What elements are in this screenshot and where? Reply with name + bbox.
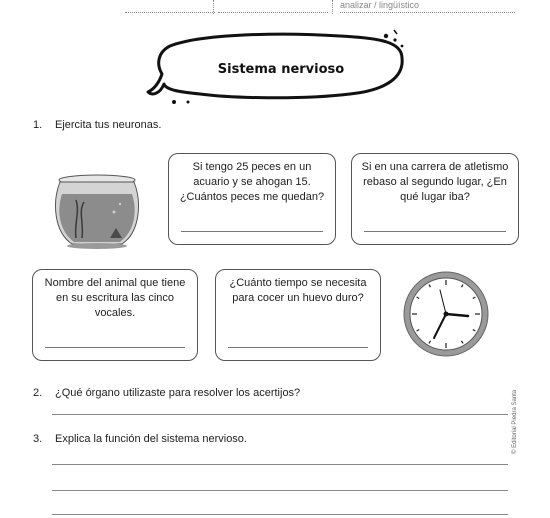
riddle-huevo-text: ¿Cuánto tiempo se necesita para cocer un huevo duro? xyxy=(229,277,367,304)
riddle-carrera-text: Si en una carrera de atletismo rebaso al segundo lugar, ¿En qué lugar iba? xyxy=(361,161,509,203)
question-2-answer-line[interactable] xyxy=(52,414,508,415)
question-2-text: ¿Qué órgano utilizaste para resolver los acertijos? xyxy=(55,387,301,399)
clock-icon xyxy=(402,270,490,358)
riddle-card-huevo xyxy=(215,269,381,361)
question-1 xyxy=(33,119,161,131)
riddle-carrera-answer-line[interactable] xyxy=(364,231,506,232)
question-1-number: 1. xyxy=(33,119,43,131)
header-dotted-line-left xyxy=(125,12,215,13)
question-3 xyxy=(33,433,247,445)
header-divider-2 xyxy=(332,0,333,14)
page-title: Sistema nervioso xyxy=(217,62,345,77)
riddle-card-carrera xyxy=(351,153,519,245)
question-3-text: Explica la función del sistema nervioso. xyxy=(55,433,247,445)
question-3-answer-line-3[interactable] xyxy=(52,514,508,515)
riddle-animal-answer-line[interactable] xyxy=(45,347,185,348)
header-dotted-line-mid xyxy=(218,12,328,13)
question-3-answer-line-1[interactable] xyxy=(52,464,508,465)
riddle-card-animal xyxy=(32,269,198,361)
question-2-number: 2. xyxy=(33,387,43,399)
riddle-huevo-answer-line[interactable] xyxy=(228,347,368,348)
header-dotted-line-right xyxy=(340,12,515,13)
question-3-number: 3. xyxy=(33,433,43,445)
fishbowl-icon xyxy=(50,172,145,252)
question-1-text: Ejercita tus neuronas. xyxy=(55,119,162,131)
header-hint: analizar / lingüístico xyxy=(340,0,420,10)
riddle-animal-text: Nombre del animal que tiene en su escritura las cinco vocales. xyxy=(44,277,186,319)
riddle-card-peces xyxy=(168,153,336,245)
question-2 xyxy=(33,387,300,399)
header-divider-1 xyxy=(213,0,214,14)
riddle-peces-answer-line[interactable] xyxy=(181,231,323,232)
riddle-peces-text: Si tengo 25 peces en un acuario y se ahogan 15. ¿Cuántos peces me quedan? xyxy=(179,161,325,203)
question-3-answer-line-2[interactable] xyxy=(52,490,508,491)
publisher-credit: © Editorial Piedra Santa xyxy=(512,389,518,454)
